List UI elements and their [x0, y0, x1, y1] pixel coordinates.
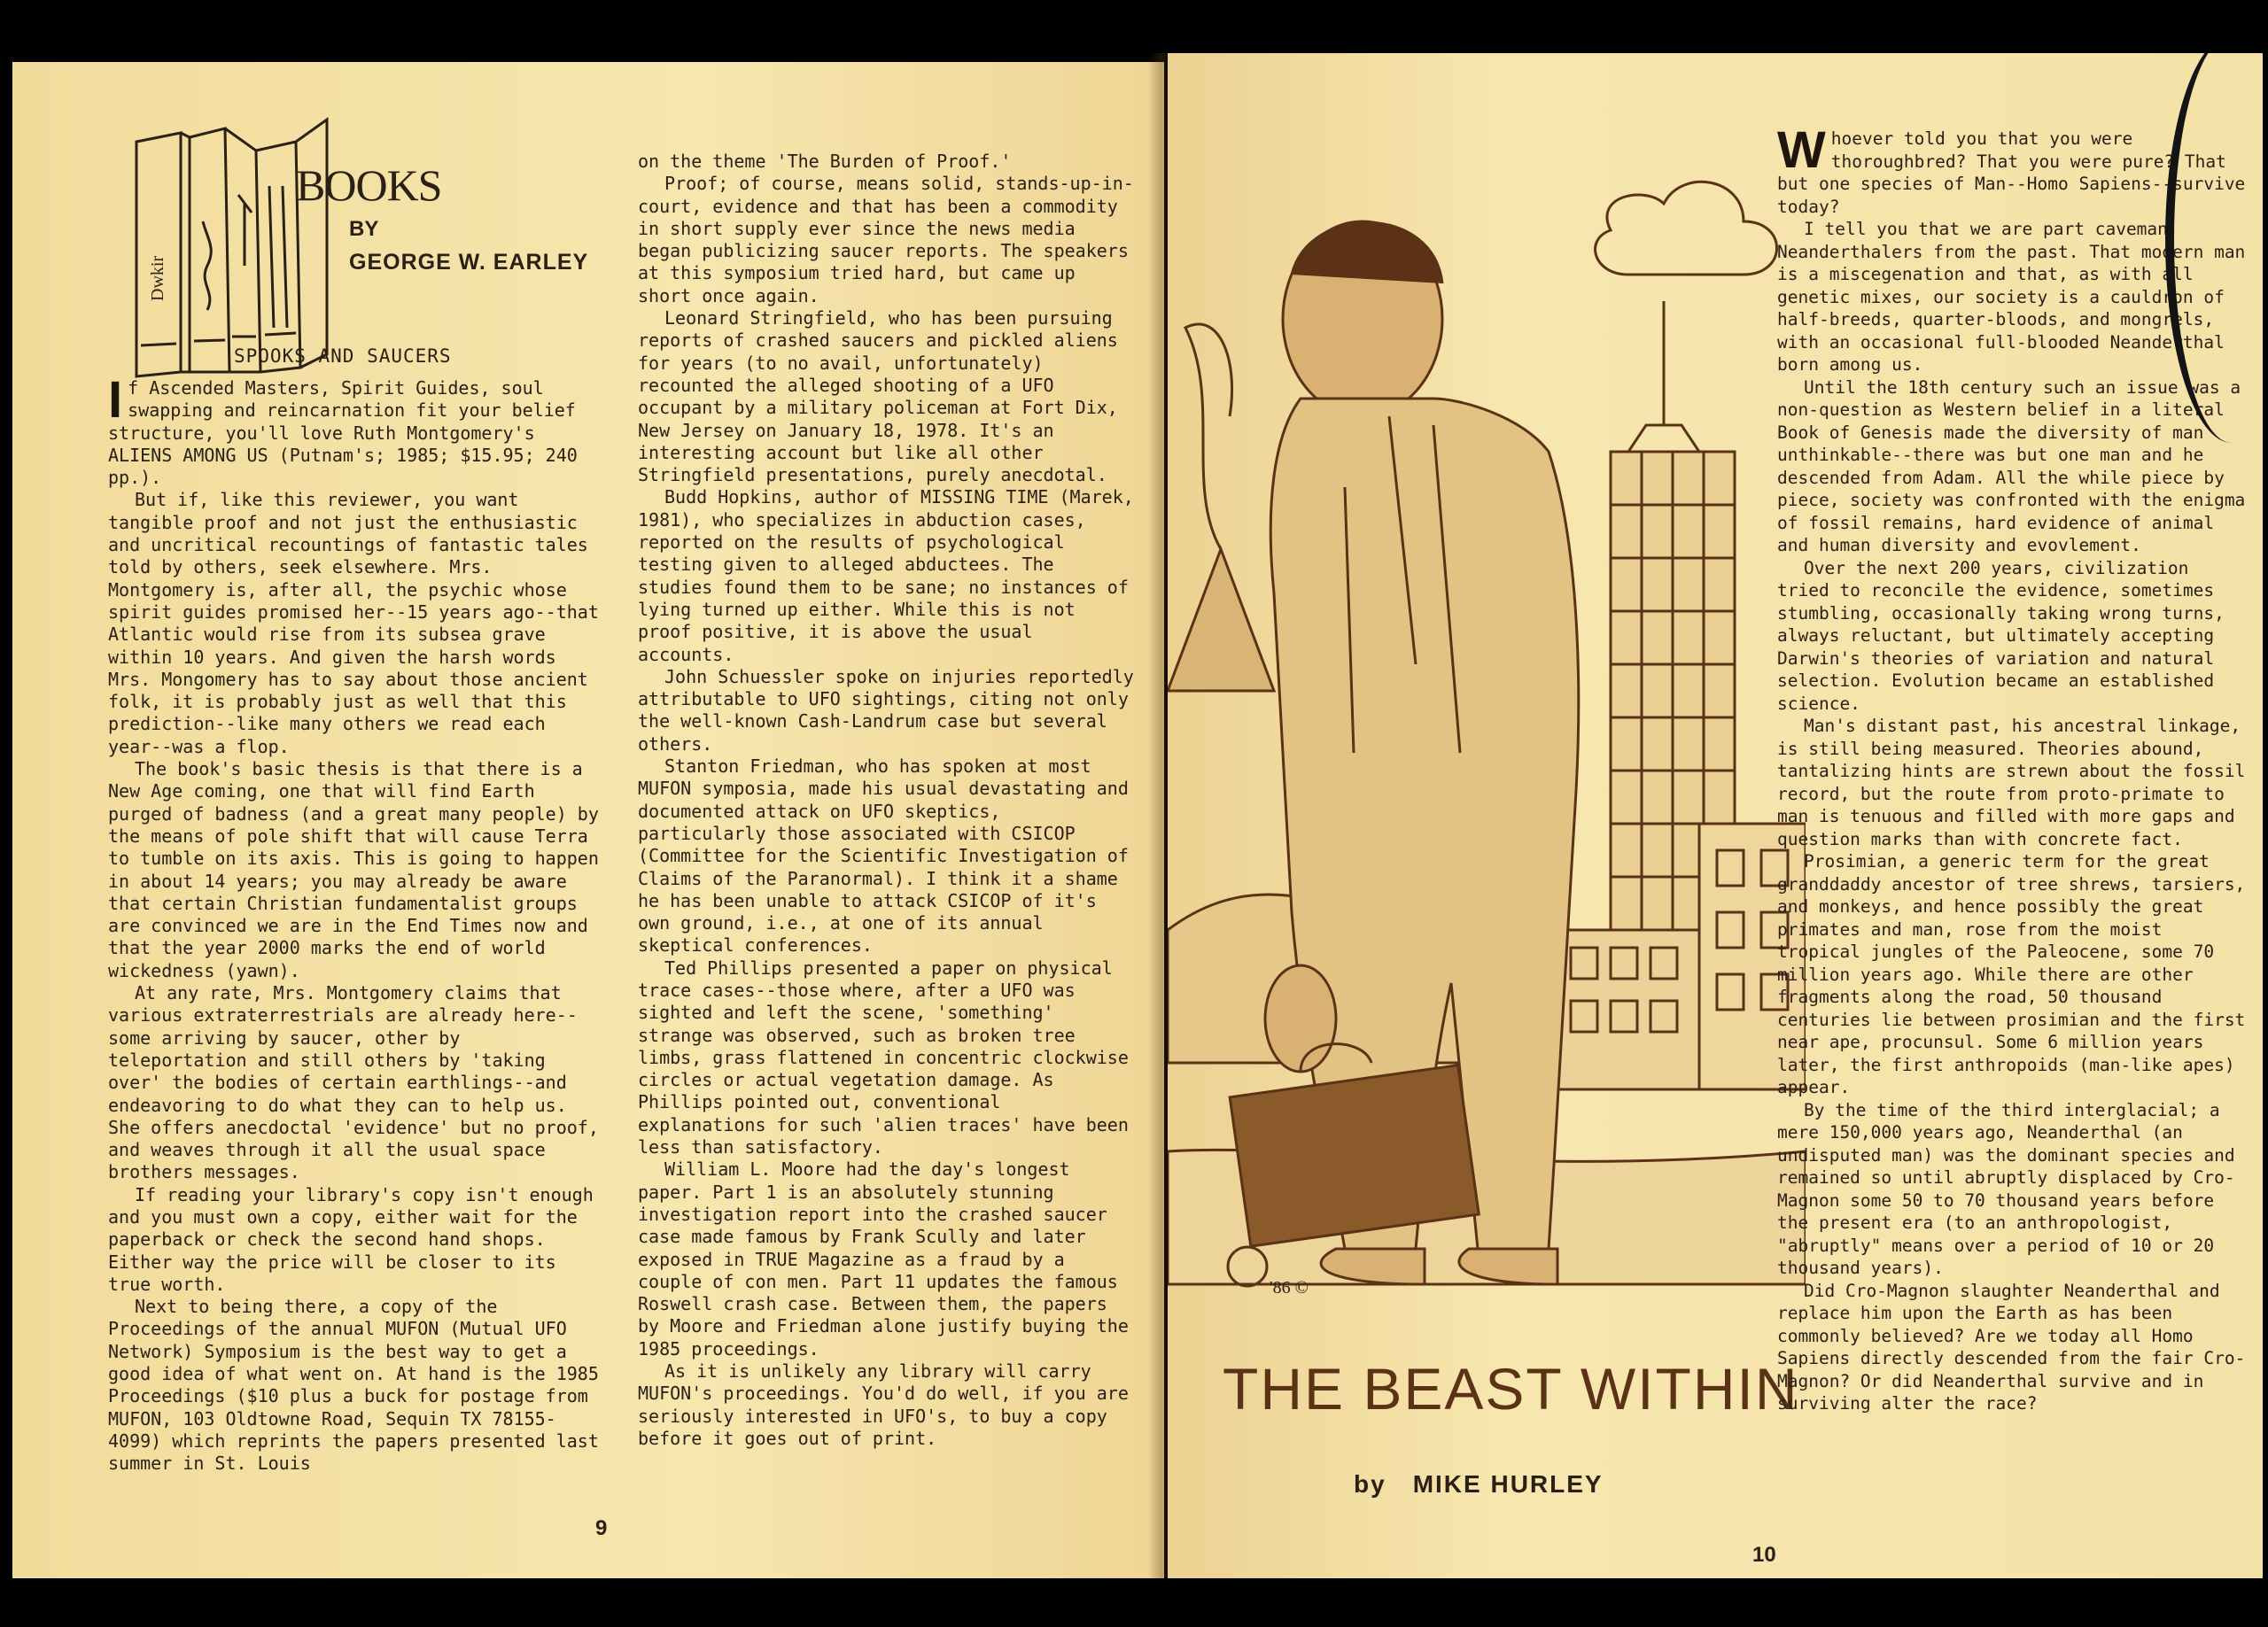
books-heading: BOOKS [296, 160, 442, 210]
paragraph [638, 755, 1134, 957]
paragraph [638, 486, 1134, 665]
byline-author: MIKE HURLEY [1412, 1470, 1604, 1498]
paragraph-text: Budd Hopkins, author of MISSING TIME (Marek, 1981), who specializes in abduction cases, reported on the results of psychological testing given to alleged abductees. The studies found them to be sane; no instances of lying turned up either. While this is not proof positive, it is above the usual accounts. [638, 486, 1134, 665]
paragraph-text: Over the next 200 years, civilization tried to reconcile the evidence, sometimes stumbling, occasionally taking wrong turns, always reluctant, but ultimately accepting Darwin's theories of variation and natural selection. Evolution became an established science. [1777, 557, 2225, 714]
paragraph-text: I tell you that we are part caveman, Neanderthalers from the past. That modern man is a miscegenation and that, as with all genetic mixes, our society is a cauldron of half-breeds, quarter-bloods, and mongrels, with an occasional full-blooded Neanderthal born among us. [1777, 219, 2246, 375]
drop-cap: W [1777, 121, 1826, 179]
article-byline [1354, 1470, 1604, 1499]
paragraph-text: Until the 18th century such an issue was a non-question as Western belief in a literal Book of Genesis made the diversity of man unthinkable--there was but one man and he descended from Adam. All the while piece by piece, society was confronted with the enigma of fossil remains, hard evidence of animal and human diversity and evovlement. [1777, 376, 2246, 555]
paragraph-text: Stanton Friedman, who has spoken at most MUFON symposia, made his usual devastating and documented attack on UFO skeptics, particularly those associated with CSICOP (Committee for the Scientific Investigation of Claims of the Paranormal). I think it a shame he has been unable to attack CSICOP of it's own ground, i.e., at one of its annual skeptical conferences. [638, 755, 1129, 957]
paragraph [638, 151, 1134, 173]
drop-cap: I [108, 371, 123, 429]
illustration-signature: '86 © [1270, 1278, 1309, 1298]
beast-illustration [1168, 133, 1806, 1373]
paragraph-text: Man's distant past, his ancestral linkage, is still being measured. Theories abound, tantalizing hints are strewn about the fossil record, but the route from proto-primate to man is tenuous and filled with more gaps and question marks than with concrete fact. [1777, 716, 2246, 849]
page-number-right: 10 [1752, 1543, 1776, 1567]
left-page [12, 62, 1164, 1578]
byline-by: by [1354, 1470, 1386, 1498]
left-column-2 [638, 151, 1134, 1450]
paragraph [1777, 557, 2247, 716]
paragraph-text: Did Cro-Magnon slaughter Neanderthal and replace him upon the Earth as has been commonly believed? Are we today all Homo Sapiens directly descended from the fair Cro-Magnon? Or did Neanderthal survive and in surviving alter the race? [1777, 1280, 2246, 1414]
books-heading-by: BY [349, 217, 379, 241]
paragraph [1777, 376, 2247, 557]
books-icon [119, 115, 331, 381]
paragraph [638, 1360, 1134, 1450]
paragraph-text: Leonard Stringfield, who has been pursuing reports of crashed saucers and pickled aliens for years (to no avail, unfortunately) recounted the alleged shooting of a UFO occupant by a military policeman at Fort Dix, New Jersey on January 18, 1978. It's an interesting account but like all other Stringfield presentations, purely anecdotal. [638, 307, 1118, 486]
paragraph [108, 371, 604, 489]
paragraph-text: f Ascended Masters, Spirit Guides, soul swapping and reincarnation fit your belief structure, you'll love Ruth Montgomery's ALIENS AMONG US (Putnam's; 1985; $15.95; 240 pp.). [108, 377, 578, 489]
page-number-left: 9 [595, 1516, 608, 1540]
paragraph-text: John Schuessler spoke on injuries reportedly attributable to UFO sightings, citing not only the well-known Cash-Landrum case but several others. [638, 665, 1134, 755]
paragraph-text: hoever told you that you were thoroughbred? That you were pure? That but one species of Man--Homo Sapiens--survive today? [1777, 128, 2246, 217]
paragraph-text: Next to being there, a copy of the Proceedings of the annual MUFON (Mutual UFO Network) Symposium is the best way to get a good idea of what went on. At hand is the 1985 Proceedings ($10 plus a buck for postage from MUFON, 103 Oldtowne Road, Sequin TX 78155-4099) which reprints the papers presented last summer in St. Louis [108, 1296, 599, 1475]
paragraph-text: Prosimian, a generic term for the great granddaddy ancestor of tree shrews, tarsiers, and monkeys, and hence possibly the great primates and man, rose from the moist tropical jungles of the Paleocene, some 70 million years ago. While there are other fragments along the road, 50 thousand centuries lie between prosimian and the first near ape, procunsul. Some 6 million years later, the first anthropoids (man-like apes) appear. [1777, 851, 2246, 1097]
paragraph [1777, 1099, 2247, 1280]
paragraph [108, 489, 604, 758]
paragraph [108, 1296, 604, 1475]
books-author: GEORGE W. EARLEY [349, 250, 589, 275]
paragraph-text: on the theme 'The Burden of Proof.' [638, 151, 1012, 172]
paragraph-text: The book's basic thesis is that there is a New Age coming, one that will find Earth purged of badness (and a great many people) by the means of pole shift that will cause Terra to tumble on its axis. This is going to happen in about 14 years; you may already be aware that certain Christian fundamentalist groups are convinced we are in the End Times now and that the year 2000 marks the end of world wickedness (yawn). [108, 758, 599, 981]
paragraph [108, 982, 604, 1184]
paragraph-text: But if, like this reviewer, you want tangible proof and not just the enthusiastic and uncritical recountings of fantastic tales told by others, seek elsewhere. Mrs. Montgomery is, after all, the psychic whose spirit guides promised her--15 years ago--that Atlantic would rise from its subsea grave within 10 years. And given the harsh words Mrs. Mongomery has to say about those ancient folk, it is probably just as well that this prediction--like many others we read each year--was a flop. [108, 489, 599, 757]
paragraph [108, 758, 604, 982]
paragraph [638, 1158, 1134, 1360]
paragraph [1777, 715, 2247, 850]
paragraph [638, 666, 1134, 755]
paragraph-text: At any rate, Mrs. Montgomery claims that various extraterrestrials are already here--some arriving by saucer, other by teleportation and still others by 'taking over' the bodies of certain earthlings--and endeavoring to do what they can to help us. She offers anecdoctal 'evidence' but no proof, and weaves through it all the usual space brothers messages. [108, 982, 599, 1183]
paragraph [108, 1184, 604, 1296]
paragraph [1777, 850, 2247, 1099]
paragraph-text: If reading your library's copy isn't enough and you must own a copy, either wait for the paperback or check the second hand shops. Either way the price will be closer to its true worth. [108, 1183, 594, 1295]
paragraph-text: William L. Moore had the day's longest paper. Part 1 is an absolutely stunning investigation report into the crashed saucer case made famous by Frank Scully and later exposed in TRUE Magazine as a fraud by a couple of con men. Part 11 updates the famous Roswell crash case. Between them, the papers by Moore and Friedman alone justify buying the 1985 proceedings. [638, 1158, 1129, 1360]
article-title: THE BEAST WITHIN [1223, 1356, 1799, 1422]
paragraph [1777, 1280, 2247, 1415]
books-spine-label: Dwkir [148, 255, 167, 301]
paragraph [638, 307, 1134, 486]
paragraph-text: Proof; of course, means solid, stands-up-in-court, evidence and that has been a commodity in short supply ever since the news media began publicizing saucer reports. The speakers at this symposium tried hard, but came up short once again. [638, 173, 1134, 306]
paragraph-text: By the time of the third interglacial; a mere 150,000 years ago, Neanderthal (an undisputed man) was the dominant species and remained so until abruptly displaced by Cro-Magnon some 50 to 70 thousand years before the present era (to an anthropologist, "abruptly" means over a period of 10 or 20 thousand years). [1777, 1099, 2235, 1278]
right-page [1168, 53, 2263, 1578]
section-title: SPOOKS AND SAUCERS [234, 345, 452, 367]
paragraph [638, 173, 1134, 307]
paragraph-text: As it is unlikely any library will carry MUFON's proceedings. You'd do well, if you are seriously interested in UFO's, to buy a copy before it goes out of print. [638, 1360, 1129, 1449]
paragraph-text: Ted Phillips presented a paper on physical trace cases--those where, after a UFO was sighted and left the scene, 'something' strange was observed, such as broken tree limbs, grass flattened in concentric clockwise circles or actual vegetation damage. As Phillips pointed out, conventional explanations for such 'alien traces' have been less than satisfactory. [638, 957, 1129, 1158]
left-column-1 [108, 371, 604, 1476]
paragraph [638, 957, 1134, 1159]
